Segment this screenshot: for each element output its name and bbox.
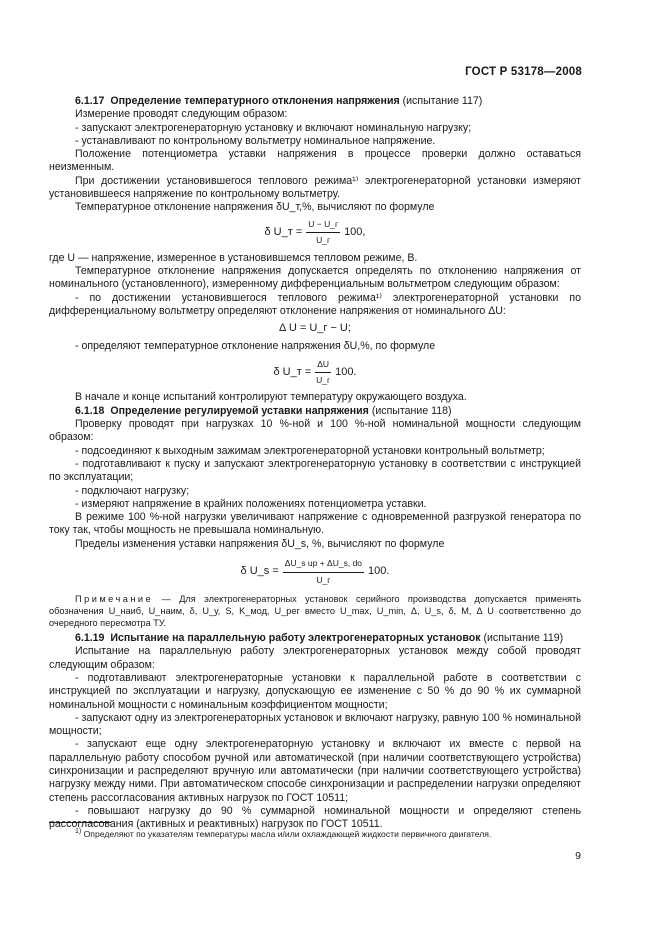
fraction (283, 557, 364, 587)
footnote (75, 829, 575, 839)
list-item: - запускают еще одну электрогенераторную установку и включают их вместе с первой на параллельную работу способом ручной или автоматической (при наличии соответствующего устройства) синхронизации и распределяют вручную или автоматически (при наличии соответствующего устройства) нагрузку между ними. При автоматическом способе синхронизации и распределении нагрузки определяют степень рассогласования активных нагрузок по ГОСТ 10511; (49, 738, 581, 804)
paragraph: В начале и конце испытаний контролируют температуру окружающего воздуха. (75, 391, 467, 404)
paragraph: Положение потенциометра уставки напряжения в процессе проверки должно оставаться неизменным. (49, 148, 581, 174)
list-item: - подсоединяют к выходным зажимам электрогенераторной установки контрольный вольтметр; (75, 444, 545, 457)
section-title: Испытание на параллельную работу электрогенераторных установок (110, 632, 481, 645)
formula-2: Δ U = U_г − U; (279, 321, 351, 334)
paragraph: Испытание на параллельную работу электрогенераторных установок между собой проводят следующим образом: (49, 645, 581, 671)
numerator: ΔU_s up + ΔU_s, do (283, 557, 364, 572)
section-title: Определение температурного отклонения напряжения (110, 95, 400, 107)
where-text: где U — напряжение, измеренное в установившемся тепловом режиме, В. (49, 251, 418, 264)
list-item: - измеряют напряжение в крайних положениях потенциометра уставки. (75, 497, 427, 510)
test-ref: (испытание 117) (402, 95, 483, 107)
section-number: 6.1.17 (75, 95, 105, 107)
fraction (315, 358, 331, 388)
formula-tail: 100, (344, 226, 366, 239)
paragraph: При достижении установившегося теплового режима¹⁾ электрогенераторной установки измеряют установившееся напряжение по контрольному вольтметру. (49, 174, 581, 201)
denominator: U_г (316, 374, 331, 385)
document-code: ГОСТ Р 53178—2008 (465, 66, 582, 78)
list-item: - устанавливают по контрольному вольтметру номинальное напряжение. (75, 134, 436, 147)
paragraph: Проверку проводят при нагрузках 10 %-ной и 100 %-ной номинальной мощности следующим образом: (49, 418, 581, 444)
section-number: 6.1.18 (75, 404, 105, 417)
formula-lhs: δ U_т = (264, 226, 303, 239)
paragraph: Измерение проводят следующим образом: (75, 108, 288, 121)
list-item: - по достижении установившегося теплового режима¹⁾ электрогенераторной установки по дифференциальному вольтметру определяют отклонение напряжения от номинального ΔU: (49, 291, 581, 317)
document-body (49, 95, 581, 831)
note-text: — Для электрогенераторных установок серийного производства допускается применять обозначения U_наиб, U_наим, δ, U_у, S, K_мод, U_рег вместо U_max, U_min, Δ, U_s, δ, M, Δ U соответственно до очередного пересмотра ТУ. (49, 594, 581, 629)
paragraph: Пределы изменения уставки напряжения δU_s, %, вычисляют по формуле (75, 537, 445, 550)
list-item: - запускают электрогенераторную установку и включают номинальную нагрузку; (75, 121, 472, 134)
list-item: - повышают нагрузку до 90 % суммарной номинальной мощности и определяют степень рассогласования (активных и реактивных) нагрузок по ГОСТ 10511. (49, 804, 581, 831)
page-number: 9 (575, 850, 581, 862)
formula-lhs: δ U_s = (240, 565, 279, 578)
formula-3 (49, 357, 581, 387)
test-ref: (испытание 118) (371, 404, 452, 417)
fraction (306, 218, 340, 248)
section-heading-118 (49, 405, 581, 418)
list-item: - подготавливают электрогенераторные установки к параллельной работе в соответствии с инструкцией по эксплуатации и нагрузку, допускающую ее изменение с 50 % до 90 % их суммарной номинальной мощности с номинальным коэффициентом мощности; (49, 671, 581, 711)
numerator: U − U_г (306, 218, 340, 233)
list-item: - запускают одну из электрогенераторных установок и включают нагрузку, равную 100 % номинальной мощности; (49, 711, 581, 738)
numerator: ΔU (315, 358, 331, 373)
paragraph: Температурное отклонение напряжения допускается определять по отклонению напряжения от номинального (установленного), измеренному дифференциальным вольтметром следующим образом: (49, 264, 581, 291)
formula-tail: 100. (368, 565, 390, 578)
denominator: U_г (316, 235, 331, 246)
note-label: Примечание (75, 594, 154, 605)
section-heading-117 (49, 95, 581, 108)
footnote-divider (49, 822, 111, 823)
formula-4 (49, 555, 581, 589)
formula-lhs: δ U_т = (273, 365, 312, 378)
list-item: - подключают нагрузку; (75, 484, 190, 497)
note (49, 593, 581, 629)
test-ref: (испытание 119) (483, 632, 564, 645)
paragraph: В режиме 100 %-ной нагрузки увеличивают напряжение с одновременной разгрузкой генератора по току так, чтобы мощность не превышала номинальную. (49, 511, 581, 537)
paragraph: Температурное отклонение напряжения δU_т,%, вычисляют по формуле (75, 201, 435, 214)
list-item: - подготавливают к пуску и запускают электрогенераторную установку в соответствии с инструкцией по эксплуатации; (49, 457, 581, 484)
footnote-text: Определяют по указателям температуры масла и/или охлаждающей жидкости первичного двигателя. (83, 829, 492, 839)
list-item: - определяют температурное отклонение напряжения δU,%, по формуле (75, 340, 436, 353)
formula-tail: 100. (335, 365, 357, 378)
denominator: U_г (316, 574, 331, 585)
formula-1 (49, 218, 581, 248)
section-number: 6.1.19 (75, 632, 105, 645)
section-heading-119 (49, 632, 581, 645)
section-title: Определение регулируемой уставки напряжения (110, 404, 369, 417)
footnote-mark: 1) (75, 828, 82, 836)
